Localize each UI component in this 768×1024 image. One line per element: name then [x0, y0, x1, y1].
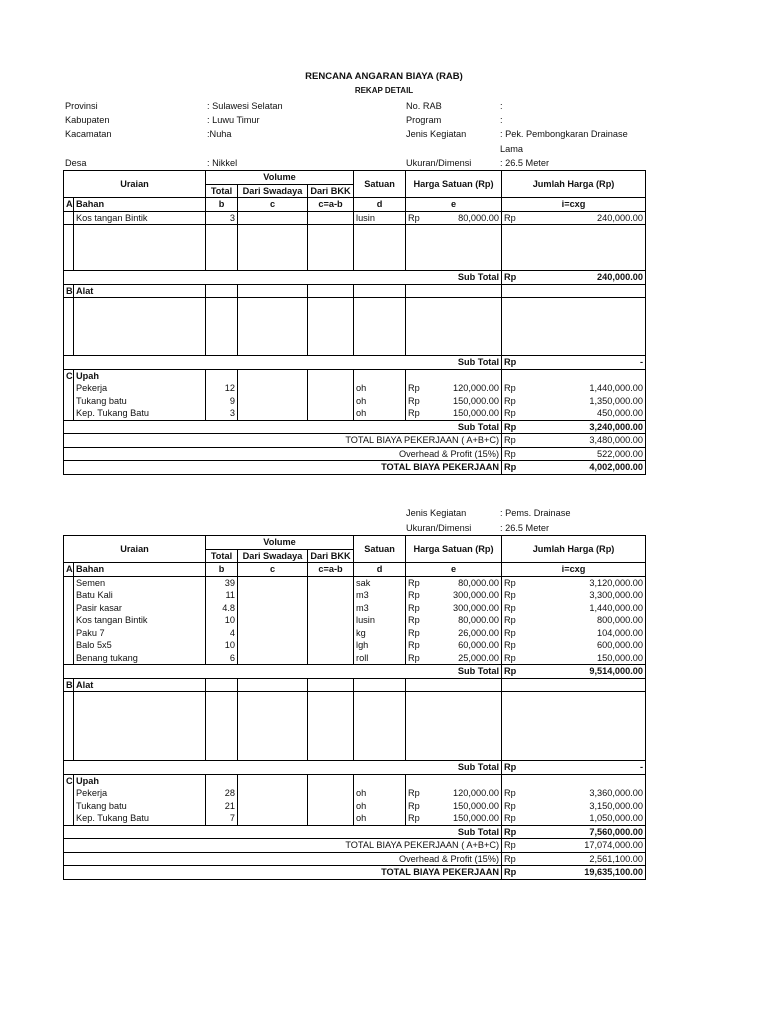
code-g: i=cxg: [502, 563, 646, 577]
item-qty: 11: [206, 589, 238, 602]
item-qty: 10: [206, 639, 238, 652]
table-row: [64, 602, 646, 615]
item-price: 26,000.00: [458, 627, 500, 638]
rp-label: Rp: [504, 826, 517, 837]
item-qty: 12: [206, 382, 238, 395]
subtotal-a: 240,000.00: [597, 272, 644, 283]
rp-label: Rp: [504, 652, 516, 663]
desa-value: : Nikkel: [207, 158, 238, 168]
subtotal-label: Sub Total: [64, 271, 502, 285]
rp-label: Rp: [504, 602, 516, 613]
item-unit: oh: [354, 800, 406, 813]
table-row: [64, 407, 646, 420]
item-name: Kep. Tukang Batu: [74, 812, 206, 825]
item-price: 25,000.00: [458, 652, 500, 663]
col-jumlah-harga: Jumlah Harga (Rp): [502, 171, 646, 198]
code-d: d: [354, 198, 406, 212]
rp-label: Rp: [408, 627, 420, 638]
ukuran-dimensi-2-label: Ukuran/Dimensi: [406, 523, 472, 533]
item-price: 120,000.00: [453, 383, 500, 394]
rp-label: Rp: [504, 800, 516, 811]
item-qty: 6: [206, 652, 238, 665]
item-qty: 3: [206, 211, 238, 225]
rp-label: Rp: [408, 602, 420, 613]
section-code: A: [64, 563, 74, 577]
table-row: [64, 382, 646, 395]
item-name: Kep. Tukang Batu: [74, 407, 206, 420]
ukuran-dimensi-value: : 26.5 Meter: [500, 158, 550, 168]
rp-label: Rp: [504, 867, 517, 878]
item-qty: 4: [206, 627, 238, 640]
item-qty: 21: [206, 800, 238, 813]
code-cab: c=a-b: [308, 563, 354, 577]
col-total: Total: [206, 184, 238, 198]
item-price: 60,000.00: [458, 640, 500, 651]
item-unit: kg: [354, 627, 406, 640]
subtotal-label: Sub Total: [64, 420, 502, 434]
section-name: Bahan: [74, 563, 206, 577]
rp-label: Rp: [408, 408, 420, 419]
no-rab-value: :: [500, 101, 503, 111]
rp-label: Rp: [408, 813, 420, 824]
section-name: Alat: [74, 678, 206, 692]
item-name: Kos tangan Bintik: [74, 614, 206, 627]
item-name: Tukang batu: [74, 800, 206, 813]
item-unit: oh: [354, 407, 406, 420]
subtotal-c: 7,560,000.00: [589, 826, 644, 837]
col-dari-swadaya: Dari Swadaya: [238, 549, 308, 563]
section-code: C: [64, 774, 74, 787]
item-qty: 9: [206, 395, 238, 408]
col-jumlah-harga: Jumlah Harga (Rp): [502, 536, 646, 563]
item-amount: 104,000.00: [597, 627, 644, 638]
overhead-label: Overhead & Profit (15%): [64, 852, 502, 866]
code-c: c: [238, 198, 308, 212]
item-amount: 600,000.00: [597, 640, 644, 651]
section-name: Upah: [74, 369, 206, 382]
jenis-kegiatan-2-label: Jenis Kegiatan: [406, 508, 467, 518]
program-value: :: [500, 115, 503, 125]
jenis-kegiatan-value: : Pek. Pembongkaran Drainase: [500, 129, 628, 139]
rp-label: Rp: [504, 590, 516, 601]
col-harga-satuan: Harga Satuan (Rp): [406, 171, 502, 198]
code-cab: c=a-b: [308, 198, 354, 212]
item-price: 150,000.00: [453, 395, 500, 406]
rp-label: Rp: [504, 627, 516, 638]
table-row: [64, 639, 646, 652]
document-subtitle: REKAP DETAIL: [354, 86, 414, 95]
rp-label: Rp: [504, 813, 516, 824]
rp-label: Rp: [504, 383, 516, 394]
item-name: Batu Kali: [74, 589, 206, 602]
table-row: [64, 576, 646, 589]
code-b: b: [206, 198, 238, 212]
item-name: Kos tangan Bintik: [74, 211, 206, 225]
item-amount: 240,000.00: [597, 212, 644, 223]
rp-label: Rp: [504, 640, 516, 651]
subtotal-label: Sub Total: [64, 665, 502, 679]
section-name: Bahan: [74, 198, 206, 212]
item-unit: lgh: [354, 639, 406, 652]
rp-label: Rp: [408, 640, 420, 651]
item-unit: lusin: [354, 614, 406, 627]
jenis-kegiatan-value-line2: Lama: [500, 144, 523, 154]
kabupaten-label: Kabupaten: [65, 115, 110, 125]
item-name: Semen: [74, 576, 206, 589]
rp-label: Rp: [504, 840, 516, 851]
rp-label: Rp: [408, 212, 420, 223]
col-volume: Volume: [206, 536, 354, 550]
item-unit: lusin: [354, 211, 406, 225]
jenis-kegiatan-label: Jenis Kegiatan: [406, 129, 467, 139]
section-code: C: [64, 369, 74, 382]
rp-label: Rp: [504, 577, 516, 588]
table-row: [64, 800, 646, 813]
rp-label: Rp: [408, 788, 420, 799]
provinsi-label: Provinsi: [65, 101, 98, 111]
total-abc-label: TOTAL BIAYA PEKERJAAN ( A+B+C): [64, 839, 502, 853]
subtotal-b: -: [639, 762, 644, 773]
code-c: c: [238, 563, 308, 577]
rp-label: Rp: [408, 590, 420, 601]
desa-label: Desa: [65, 158, 87, 168]
table-row: [64, 652, 646, 665]
item-name: Pasir kasar: [74, 602, 206, 615]
table-row: [64, 787, 646, 800]
rp-label: Rp: [504, 448, 516, 459]
item-price: 80,000.00: [458, 212, 500, 223]
item-name: Pekerja: [74, 382, 206, 395]
kabupaten-value: : Luwu Timur: [207, 115, 260, 125]
item-amount: 1,440,000.00: [589, 383, 644, 394]
item-name: Balo 5x5: [74, 639, 206, 652]
item-amount: 800,000.00: [597, 615, 644, 626]
rp-label: Rp: [504, 666, 517, 677]
rp-label: Rp: [504, 762, 517, 773]
section-code: B: [64, 284, 74, 298]
overhead-value: 522,000.00: [597, 448, 644, 459]
item-qty: 4.8: [206, 602, 238, 615]
table-row: [64, 589, 646, 602]
item-price: 120,000.00: [453, 788, 500, 799]
code-e: e: [406, 198, 502, 212]
ukuran-dimensi-label: Ukuran/Dimensi: [406, 158, 472, 168]
table-row: [64, 395, 646, 408]
document-title: RENCANA ANGARAN BIAYA (RAB): [305, 71, 463, 82]
item-qty: 28: [206, 787, 238, 800]
section-name: Upah: [74, 774, 206, 787]
subtotal-a: 9,514,000.00: [589, 666, 644, 677]
col-satuan: Satuan: [354, 536, 406, 563]
item-name: Tukang batu: [74, 395, 206, 408]
item-amount: 3,150,000.00: [589, 800, 644, 811]
item-price: 150,000.00: [453, 813, 500, 824]
subtotal-label: Sub Total: [64, 761, 502, 775]
code-g: i=cxg: [502, 198, 646, 212]
col-dari-bkk: Dari BKK: [308, 184, 354, 198]
overhead-label: Overhead & Profit (15%): [64, 447, 502, 461]
rp-label: Rp: [504, 357, 517, 368]
item-unit: oh: [354, 812, 406, 825]
total-biaya-label: TOTAL BIAYA PEKERJAAN: [64, 461, 502, 475]
rp-label: Rp: [408, 800, 420, 811]
subtotal-b: -: [639, 357, 644, 368]
table-row: [64, 627, 646, 640]
rp-label: Rp: [504, 435, 516, 446]
total-biaya-value: 19,635,100.00: [584, 867, 644, 878]
item-name: Paku 7: [74, 627, 206, 640]
total-abc-value: 3,480,000.00: [589, 435, 644, 446]
subtotal-label: Sub Total: [64, 825, 502, 839]
item-amount: 1,440,000.00: [589, 602, 644, 613]
item-qty: 39: [206, 576, 238, 589]
rp-label: Rp: [504, 272, 517, 283]
total-abc-value: 17,074,000.00: [584, 840, 644, 851]
item-amount: 1,350,000.00: [589, 395, 644, 406]
col-dari-swadaya: Dari Swadaya: [238, 184, 308, 198]
item-price: 300,000.00: [453, 602, 500, 613]
rp-label: Rp: [408, 383, 420, 394]
table-row: [64, 614, 646, 627]
kacamatan-value: :Nuha: [207, 129, 232, 139]
provinsi-value: : Sulawesi Selatan: [207, 101, 283, 111]
col-total: Total: [206, 549, 238, 563]
rp-label: Rp: [408, 577, 420, 588]
jenis-kegiatan-2-value: : Pems. Drainase: [500, 508, 571, 518]
item-name: Pekerja: [74, 787, 206, 800]
total-abc-label: TOTAL BIAYA PEKERJAAN ( A+B+C): [64, 434, 502, 448]
col-dari-bkk: Dari BKK: [308, 549, 354, 563]
rab-table-2: [63, 535, 646, 880]
subtotal-label: Sub Total: [64, 356, 502, 370]
item-unit: roll: [354, 652, 406, 665]
item-unit: oh: [354, 787, 406, 800]
code-b: b: [206, 563, 238, 577]
item-name: Benang tukang: [74, 652, 206, 665]
rp-label: Rp: [504, 408, 516, 419]
item-amount: 1,050,000.00: [589, 813, 644, 824]
rp-label: Rp: [504, 395, 516, 406]
item-qty: 3: [206, 407, 238, 420]
rp-label: Rp: [504, 462, 517, 473]
table-row: [64, 812, 646, 825]
item-price: 80,000.00: [458, 577, 500, 588]
rp-label: Rp: [504, 212, 516, 223]
total-biaya-label: TOTAL BIAYA PEKERJAAN: [64, 866, 502, 880]
item-amount: 150,000.00: [597, 652, 644, 663]
rp-label: Rp: [504, 421, 517, 432]
item-price: 150,000.00: [453, 800, 500, 811]
item-unit: oh: [354, 382, 406, 395]
item-amount: 3,120,000.00: [589, 577, 644, 588]
rab-table-1: [63, 170, 646, 475]
rp-label: Rp: [504, 853, 516, 864]
item-price: 150,000.00: [453, 408, 500, 419]
code-e: e: [406, 563, 502, 577]
item-unit: sak: [354, 576, 406, 589]
rp-label: Rp: [408, 615, 420, 626]
code-d: d: [354, 563, 406, 577]
overhead-value: 2,561,100.00: [589, 853, 644, 864]
rp-label: Rp: [504, 788, 516, 799]
no-rab-label: No. RAB: [406, 101, 442, 111]
section-code: B: [64, 678, 74, 692]
program-label: Program: [406, 115, 442, 125]
rp-label: Rp: [504, 615, 516, 626]
item-unit: oh: [354, 395, 406, 408]
section-code: A: [64, 198, 74, 212]
rp-label: Rp: [408, 652, 420, 663]
col-uraian: Uraian: [64, 171, 206, 198]
item-amount: 3,360,000.00: [589, 788, 644, 799]
item-unit: m3: [354, 589, 406, 602]
item-amount: 3,300,000.00: [589, 590, 644, 601]
item-price: 300,000.00: [453, 590, 500, 601]
subtotal-c: 3,240,000.00: [589, 421, 644, 432]
col-harga-satuan: Harga Satuan (Rp): [406, 536, 502, 563]
ukuran-dimensi-2-value: : 26.5 Meter: [500, 523, 550, 533]
total-biaya-value: 4,002,000.00: [589, 462, 644, 473]
rp-label: Rp: [408, 395, 420, 406]
item-unit: m3: [354, 602, 406, 615]
kacamatan-label: Kacamatan: [65, 129, 112, 139]
item-price: 80,000.00: [458, 615, 500, 626]
section-name: Alat: [74, 284, 206, 298]
table-row: [64, 211, 646, 225]
col-volume: Volume: [206, 171, 354, 185]
col-uraian: Uraian: [64, 536, 206, 563]
col-satuan: Satuan: [354, 171, 406, 198]
item-qty: 10: [206, 614, 238, 627]
item-qty: 7: [206, 812, 238, 825]
item-amount: 450,000.00: [597, 408, 644, 419]
